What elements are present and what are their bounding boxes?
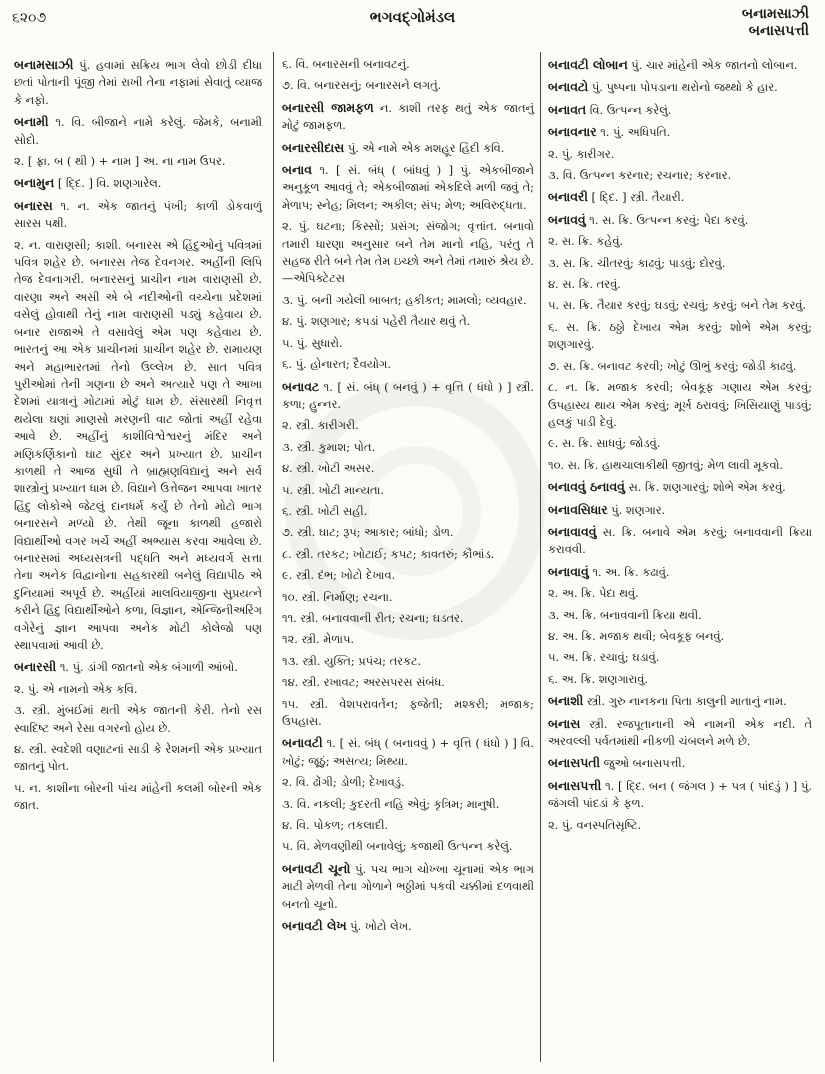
definition-text: ૧૪. સ્ત્રી. રખાવટ; અરસપરસ સંબંધ. bbox=[282, 675, 445, 690]
entry-sense bbox=[282, 218, 534, 288]
definition-text: ન. કાશી તરફ થતું એક જાતનું મોટું જામફળ. bbox=[282, 100, 534, 133]
headword: બનારસીદાસ bbox=[282, 139, 345, 155]
definition-text: પું. પુષ્પના પોપડાના થરોનો જથ્થો કે હાર. bbox=[588, 80, 778, 95]
dictionary-entry bbox=[548, 188, 812, 206]
entry-sense bbox=[14, 681, 262, 698]
page-header bbox=[0, 6, 825, 39]
headword: બનાવટી bbox=[282, 735, 323, 751]
definition-text: ૩. પું. બની ગયેલી બાબત; હકીકત; મામલો; વ્યવહાર. bbox=[282, 292, 527, 307]
entry-sense bbox=[282, 838, 534, 855]
dictionary-entry bbox=[548, 563, 812, 581]
entry-sense bbox=[282, 674, 534, 691]
definition-text: ૭. વિ. બનારસનું; બનારસને લગતું. bbox=[282, 78, 442, 93]
definition-text: [ દ્દિ. ] સ્ત્રી. તૈયારી. bbox=[587, 190, 685, 205]
definition-text: ૩. સ. ક્રિ. ચીતરવું; કાઢવું; પાડવું; દોરવું. bbox=[548, 255, 726, 270]
entry-sense bbox=[548, 358, 812, 375]
definition-text: ૩. વિ. નકલી; કુદરતી નહિ એવું; કૃત્રિમ; માનુષી. bbox=[282, 796, 500, 811]
definition-text: પું. ખોટો લેખ. bbox=[346, 919, 412, 934]
entry-sense bbox=[282, 292, 534, 309]
headword: બનારસી bbox=[14, 659, 57, 675]
definition-text: સ્ત્રી. ગુરુ નાનકના પિતા કાલુની માતાનું નામ. bbox=[583, 694, 787, 709]
definition-text: ૨. સ. ક્રિ. કહેવું. bbox=[548, 234, 624, 249]
definition-text: ૧. [ સં. બંધ્ ( બનાવવું ) + વૃત્તિ ( ધંધો ) ] વિ. ખોટું; જૂઠું; અસત્ય; મિથ્યા. bbox=[282, 736, 534, 768]
entry-sense bbox=[282, 356, 534, 373]
entry-sense bbox=[548, 255, 812, 272]
headword: બનાવટો bbox=[548, 79, 589, 95]
definition-text: પું. એ નામે એક મશહૂર હિંદી કવિ. bbox=[344, 140, 505, 155]
entry-sense bbox=[14, 702, 262, 737]
entry-sense bbox=[282, 696, 534, 731]
headword: બનાવત bbox=[548, 101, 587, 117]
definition-text: ૬. સ. ક્રિ. ઠઠ્ઠો દેખાય એમ કરવું; શોભે એમ કરવું; શણગારવું. bbox=[548, 319, 812, 352]
entry-sense bbox=[548, 435, 812, 452]
dictionary-entry bbox=[548, 754, 812, 772]
definition-text: ૧. [ સં. બંધ્ ( બનવું ) + વૃત્તિ ( ધંધો ) ] સ્ત્રી. કળા; હુન્નર. bbox=[282, 379, 534, 411]
definition-text: ૫. સ્ત્રી. ખોટી માન્યતા. bbox=[282, 482, 384, 497]
entry-sense bbox=[282, 589, 534, 606]
definition-text: ૨. પું. ઘટના; કિસ્સો; પ્રસંગ; સંજોગ; વૃત્તાંત. બનાવો તમારી ધારણા અનુસાર બને તેમ માનો નહિ, પરંતુ તે સહજ રીતે બને તેમ તેમ ઇચ્છો અને તેમાં તમારું શ્રેય છે. —એપિક્ટેટસ bbox=[282, 219, 534, 286]
headword: બનાવસિધાર bbox=[548, 501, 608, 517]
definition-text: સ. ક્રિ. શણગારવું; શોભે એમ કરવું. bbox=[624, 480, 786, 495]
dictionary-entry bbox=[14, 658, 262, 676]
entry-sense bbox=[548, 276, 812, 293]
entry-sense bbox=[548, 649, 812, 666]
dictionary-entry bbox=[282, 99, 534, 135]
definition-text: ૫. સ. ક્રિ. તૈયાર કરવું; ઘડવું; રચવું; કરવું; બને તેમ કરવું. bbox=[548, 298, 807, 313]
definition-text: ૧. [ દ્દિ. બન ( જંગલ ) + પત્ર ( પાંદડું ) ] પું. જંગલી પાંદડાં કે ફળ. bbox=[548, 778, 812, 811]
entry-sense bbox=[548, 146, 812, 163]
headword: બનાવટી ચૂનો bbox=[282, 860, 351, 876]
definition-text: ૧. વિ. બીજાને નામે કરેલું. જેમકે, બનામી સોદો. bbox=[14, 115, 262, 147]
column-3 bbox=[548, 56, 812, 838]
definition-text: ૪. સ્ત્રી. સ્વદેશી વણાટનાં સાડી કે રેશમની એક પ્રખ્યાત જાતનું પોત. bbox=[14, 742, 262, 774]
dictionary-entry bbox=[282, 860, 534, 913]
definition-text: ૨. વિ. ઢોંગી; ડોળી; દેખાવડું. bbox=[282, 775, 405, 790]
dictionary-entry bbox=[548, 715, 812, 751]
guide-word-bottom: બનાસપત્તી bbox=[748, 23, 809, 39]
dictionary-entry bbox=[548, 692, 812, 710]
definition-text: ૧. ન. એક જાતનું પંખી; કાળી ડોકવાળું સારસ પક્ષી. bbox=[14, 198, 262, 231]
entry-sense bbox=[282, 56, 534, 73]
headword: બનાવવું bbox=[548, 211, 586, 227]
entry-sense bbox=[282, 313, 534, 330]
column-divider bbox=[540, 52, 541, 1062]
definition-text: વિ. ઉત્પન્ન કરેલું. bbox=[586, 102, 672, 117]
dictionary-entry bbox=[14, 56, 262, 109]
headword: બનામસાઝી bbox=[14, 57, 74, 72]
entry-sense bbox=[548, 817, 812, 834]
definition-text: પું. શણગાર. bbox=[607, 502, 666, 517]
definition-text: ૧૦. સ્ત્રી. નિર્માણ; રચના. bbox=[282, 589, 393, 604]
definition-text: ૩. સ્ત્રી. મુંબઈમાં થતી એક જાતની કેરી. તેનો રસ સ્વાદિષ્ટ અને રેસા વગરનો હોય છે. bbox=[14, 703, 262, 735]
entry-sense bbox=[282, 774, 534, 791]
dictionary-entry bbox=[282, 917, 534, 935]
headword: બનાસપતી bbox=[548, 755, 601, 771]
definition-text: ૧૧. સ્ત્રી. બનાવવાની રીત; રચના; ઘડતર. bbox=[282, 610, 464, 625]
definition-text: સ્ત્રી. રજપૂતાનાની એ નામની એક નદી. તે અરવલ્લી પર્વતમાંથી નીકળી ચંબલને મળે છે. bbox=[548, 716, 812, 748]
dictionary-entry bbox=[14, 197, 262, 233]
entry-sense bbox=[282, 335, 534, 352]
definition-text: પું. પચ ભાગ ચોખ્ખા ચૂનામાં એક ભાગ માટી મેળવી તેના ગોળાને ભઠ્ઠીમાં પકવી ચક્કીમાં દળવાથી બનતો ચૂનો. bbox=[282, 861, 534, 911]
definition-text: ૨. [ ફ્રા. બ ( થી ) + નામ ] અ. ના નામ ઉપર. bbox=[14, 154, 226, 169]
definition-text: ૧. [ સં. બંધ્ ( બાંધવું ) ] પું. એકબીજાને અનુકૂળ આવવું તે; એકબીજામાં એકદિલે મળી જવું તે; મેળાપ; સ્નેહ; મિલન; અકીલ; સંપ; મેળ; અવિરુદ્ધતા. bbox=[282, 163, 534, 212]
definition-text: ૫. ન. કાશીના બોરની પાંચ માંહેની કલમી બોરની એક જાત. bbox=[14, 780, 262, 813]
definition-text: ૪. પું. શણગાર; કપડાં પહેરી તૈયાર થવું તે. bbox=[282, 314, 471, 329]
entry-sense bbox=[282, 503, 534, 520]
entry-sense bbox=[548, 319, 812, 354]
definition-text: ૧. પું. અધિપતિ. bbox=[596, 125, 671, 140]
definition-text: ૨. અ. ક્રિ. પેદા થવું. bbox=[548, 586, 639, 601]
dictionary-entry bbox=[548, 501, 812, 519]
entry-sense bbox=[548, 457, 812, 474]
definition-text: ૬. અ. ક્રિ. શણગારાવું. bbox=[548, 671, 648, 686]
column-1 bbox=[14, 56, 262, 819]
column-2 bbox=[282, 56, 534, 939]
definition-text: ૯. સ. ક્રિ. સાધવું; જોડવું. bbox=[548, 436, 661, 451]
entry-sense bbox=[282, 796, 534, 813]
definition-text: ૫. વિ. મેળવણીથી બનાવેલું; કજાથી ઉત્પન્ન કરેલું. bbox=[282, 839, 513, 854]
entry-sense bbox=[282, 610, 534, 627]
entry-sense bbox=[282, 482, 534, 499]
definition-text: ૨. પું. વનસ્પતિસૃષ્ટિ. bbox=[548, 817, 642, 832]
definition-text: ૭. સ. ક્રિ. બનાવટ કરવી; ખોટું ઊભું કરવું; જોડી કાઢવું. bbox=[548, 358, 797, 373]
definition-text: ૧. પું. ડાંગી જાતનો એક બંગાળી આંબો. bbox=[56, 660, 238, 675]
entry-sense bbox=[14, 741, 262, 776]
definition-text: પું. હવામાં સક્રિય ભાગ લેવો છોડી દીધા છતાં પોતાની પૂંજી તેમાં રાખી તેના નફામાં સેવાતું વ્યાજ કે નફો. bbox=[14, 58, 262, 107]
definition-text: ૬. પું. હોનારત; દૈવયોગ. bbox=[282, 357, 391, 372]
entry-sense bbox=[14, 153, 262, 170]
definition-text: ૪. વિ. પોકળ; તકલાદી. bbox=[282, 818, 389, 833]
definition-text: જુઓ બનાસપત્તી. bbox=[600, 756, 686, 771]
entry-sense bbox=[282, 546, 534, 563]
headword: બનાસપત્તી bbox=[548, 777, 602, 793]
definition-text: ૩. અ. ક્રિ. બનાવવાની ક્રિયા થવી. bbox=[548, 607, 702, 622]
entry-sense bbox=[548, 297, 812, 314]
headword: બનાવરી bbox=[548, 189, 588, 205]
headword: બનાસ bbox=[548, 715, 581, 731]
definition-text: ૨. પું. એ નામનો એક કવિ. bbox=[14, 681, 138, 696]
definition-text: ૮. સ્ત્રી. તરકટ; ખોટાઈ; કપટ; કાવતરું; કૌભાંડ. bbox=[282, 546, 495, 561]
entry-sense bbox=[282, 77, 534, 94]
headword: બનાવ bbox=[282, 162, 312, 178]
definition-text: ૧૦. સ. ક્રિ. હાથચાલાકીથી જીતવું; મેળ લાવી મૂકવો. bbox=[548, 457, 784, 472]
definition-text: ૧. સ. ક્રિ. ઉત્પન્ન કરવું; પેદા કરવું. bbox=[585, 212, 749, 227]
dictionary-entry bbox=[282, 734, 534, 770]
dictionary-entry bbox=[548, 523, 812, 559]
entry-sense bbox=[282, 524, 534, 541]
entry-sense bbox=[282, 653, 534, 670]
definition-text: ૧. અ. ક્રિ. કઢાવું. bbox=[588, 564, 670, 579]
page-number: ૬૨૦૭ bbox=[12, 10, 47, 26]
definition-text: ૬. સ્ત્રી. ખોટી સહી. bbox=[282, 503, 368, 518]
entry-sense bbox=[548, 607, 812, 624]
headword: બનામુન bbox=[14, 175, 55, 191]
definition-text: ૪. સ્ત્રી. ખોટી અસર. bbox=[282, 461, 375, 476]
definition-text: ૩. વિ. ઉત્પન્ન કરનાર; રચનાર; કરનાર. bbox=[548, 168, 732, 183]
definition-text: ૫. પું. સુધારો. bbox=[282, 335, 343, 350]
definition-text: ૧૫. સ્ત્રી. વેશપરાવર્તન; ફજેતી; મશ્કરી; મજાક; ઉપહાસ. bbox=[282, 696, 534, 728]
column-divider bbox=[273, 52, 274, 1062]
entry-sense bbox=[14, 237, 262, 655]
definition-text: સ. ક્રિ. બનાવે એમ કરવું; બનાવવાની ક્રિયા કરાવવી. bbox=[548, 524, 812, 557]
definition-text: ૬. વિ. બનારસની બનાવટનું. bbox=[282, 57, 410, 71]
dictionary-entry bbox=[548, 123, 812, 141]
entry-sense bbox=[548, 671, 812, 688]
page-title: ભગવદ્ગોમંડલ bbox=[369, 8, 456, 26]
entry-sense bbox=[548, 167, 812, 184]
definition-text: ૧૨. સ્ત્રી. મેળાપ. bbox=[282, 632, 354, 647]
entry-sense bbox=[14, 780, 262, 815]
definition-text: ૪. સ. ક્રિ. તરવું. bbox=[548, 277, 621, 292]
entry-sense bbox=[548, 379, 812, 431]
entry-sense bbox=[282, 631, 534, 648]
headword: બનારસ bbox=[14, 197, 53, 213]
headword: બનામી bbox=[14, 114, 49, 130]
headword: બનાશી bbox=[548, 693, 584, 709]
dictionary-entry bbox=[282, 139, 534, 157]
definition-text: ૩. સ્ત્રી. કુમાશ; પોત. bbox=[282, 439, 376, 454]
entry-sense bbox=[548, 233, 812, 250]
dictionary-entry bbox=[282, 161, 534, 214]
dictionary-entry bbox=[548, 478, 812, 496]
entry-sense bbox=[548, 585, 812, 602]
headword: બનાવાવવું bbox=[548, 523, 597, 539]
entry-sense bbox=[282, 417, 534, 434]
guide-words bbox=[742, 6, 809, 40]
definition-text: ૨. પું. કારીગર. bbox=[548, 146, 615, 161]
headword: બનાવનાર bbox=[548, 124, 597, 140]
definition-text: ૭. સ્ત્રી. ઘાટ; રૂપ; આકાર; બાંધો; ડોળ. bbox=[282, 525, 454, 540]
entry-sense bbox=[282, 567, 534, 584]
definition-text: ૫. અ. ક્રિ. રચાવું; ઘડાવું. bbox=[548, 650, 660, 665]
dictionary-entry bbox=[548, 777, 812, 813]
dictionary-entry bbox=[548, 101, 812, 119]
definition-text: પું. ચાર માંહેની એક જાતનો લોબાન. bbox=[627, 58, 798, 72]
definition-text: ૨. ન. વારાણસી; કાશી. બનારસ એ હિંદુઓનું પવિત્રમાં પવિત્ર શહેર છે. બનારસ તેજ દેવનગર. અહીંની લિપિ તેજ દેવનાગરી. બનારસનું પ્રાચીન નામ વારાણસી છે. વારણા અને અસી એ બે નદીઓની વચ્ચેના પ્રદેશમાં વસેલું હોવાથી તેનું નામ વારાણસી પડ્યું કહેવાય છે. બનાર રાજાએ તે વસાવેલું એમ પણ કહેવાય છે. ભારતનું આ એક પ્રાચીનમાં પ્રાચીન શહેર છે. રામાયણ અને મહાભારતમાં તેનો ઉલ્લેખ છે. સાત પવિત્ર પુરીઓમાં તેની ગણના છે અને અત્યારે પણ તે આખા દેશમાં યાત્રાનું મોટામાં મોટું ધામ છે. સંસારથી નિવૃત્ત થયેલા ઘણાં માણસો મરણની વાટ જોતાં અહીં રહેવા આવે છે. અહીંનું કાશીવિશ્વેશ્વરનું મંદિર અને મણિકર્ણિકાનો ઘાટ સુંદર અને પ્રખ્યાત છે. પ્રાચીન કાળથી તે આજ સુધી તે બ્રાહ્મણવિદ્યાનું અને સર્વ શાસ્ત્રોનું પ્રખ્યાત ધામ છે. વિદ્યાને ઉત્તેજન આપવા ખાતર હિંદુ લોકોએ જેટલું દાનધર્મ કર્યું છે તેનો મોટો ભાગ બનારસને મળ્યો છે. તેથી જૂના કાળથી હજારો વિદ્યાર્થીઓ વગર ખર્ચે અહીં અભ્યાસ કરવા આવેલા છે. બનારસમાં અધ્યસત્રની પદ્ધતિ અને મધ્યવર્ગ સત્તા તેના અનેક વિદ્વાનોના સહકારથી બનેલું વિદ્યાપીઠ એ દુનિયામાં અપૂર્વ છે. અહીંયાં માલવિયાજીના સુપ્રયત્ને કરીને હિંદુ વિદ્યાર્થીઓને કળા, વિજ્ઞાન, એન્જિનીઅરિંગ વગેરેનું જ્ઞાન આપવા અનેક મોટી કોલેજો પણ સ્થાપવામાં આવી છે. bbox=[14, 237, 262, 652]
dictionary-entry bbox=[548, 56, 812, 74]
entry-sense bbox=[282, 460, 534, 477]
definition-text: ૪. અ. ક્રિ. મજાક થવી; બેવકૂફ બનવું. bbox=[548, 628, 725, 643]
headword: બનાવાવું bbox=[548, 563, 589, 579]
definition-text: [ દ્દિ. ] વિ. શણગારેલ. bbox=[54, 176, 162, 191]
headword: બનાવટી લેખ bbox=[282, 918, 347, 934]
headword: બનાવવું ઠનાવવું bbox=[548, 479, 625, 495]
dictionary-entry bbox=[548, 78, 812, 96]
headword: બનારસી જામફળ bbox=[282, 99, 374, 115]
guide-word-top: બનામસાઝી bbox=[741, 6, 809, 22]
entry-sense bbox=[282, 817, 534, 834]
dictionary-entry bbox=[282, 378, 534, 414]
dictionary-entry bbox=[14, 174, 262, 192]
dictionary-entry bbox=[14, 113, 262, 149]
headword: બનાવટી લોબાન bbox=[548, 57, 628, 72]
dictionary-entry bbox=[548, 211, 812, 229]
entry-sense bbox=[548, 628, 812, 645]
definition-text: ૯. સ્ત્રી. દંભ; ખોટો દેખાવ. bbox=[282, 568, 396, 583]
entry-sense bbox=[282, 439, 534, 456]
definition-text: ૧૩. સ્ત્રી. યુક્તિ; પ્રપંચ; તરકટ. bbox=[282, 653, 422, 668]
definition-text: ૨. સ્ત્રી. કારીગરી. bbox=[282, 418, 359, 433]
headword: બનાવટ bbox=[282, 378, 320, 394]
definition-text: ૮. ન. ક્રિ. મજાક કરવી; બેવકૂફ ગણાય એમ કરવું; ઉપહાસ્ય થાય એમ કરવું; મૂર્ખ ઠરાવવું; ખિસિયાણું પાડવું; હલકું પાડી દેવું. bbox=[548, 380, 812, 429]
